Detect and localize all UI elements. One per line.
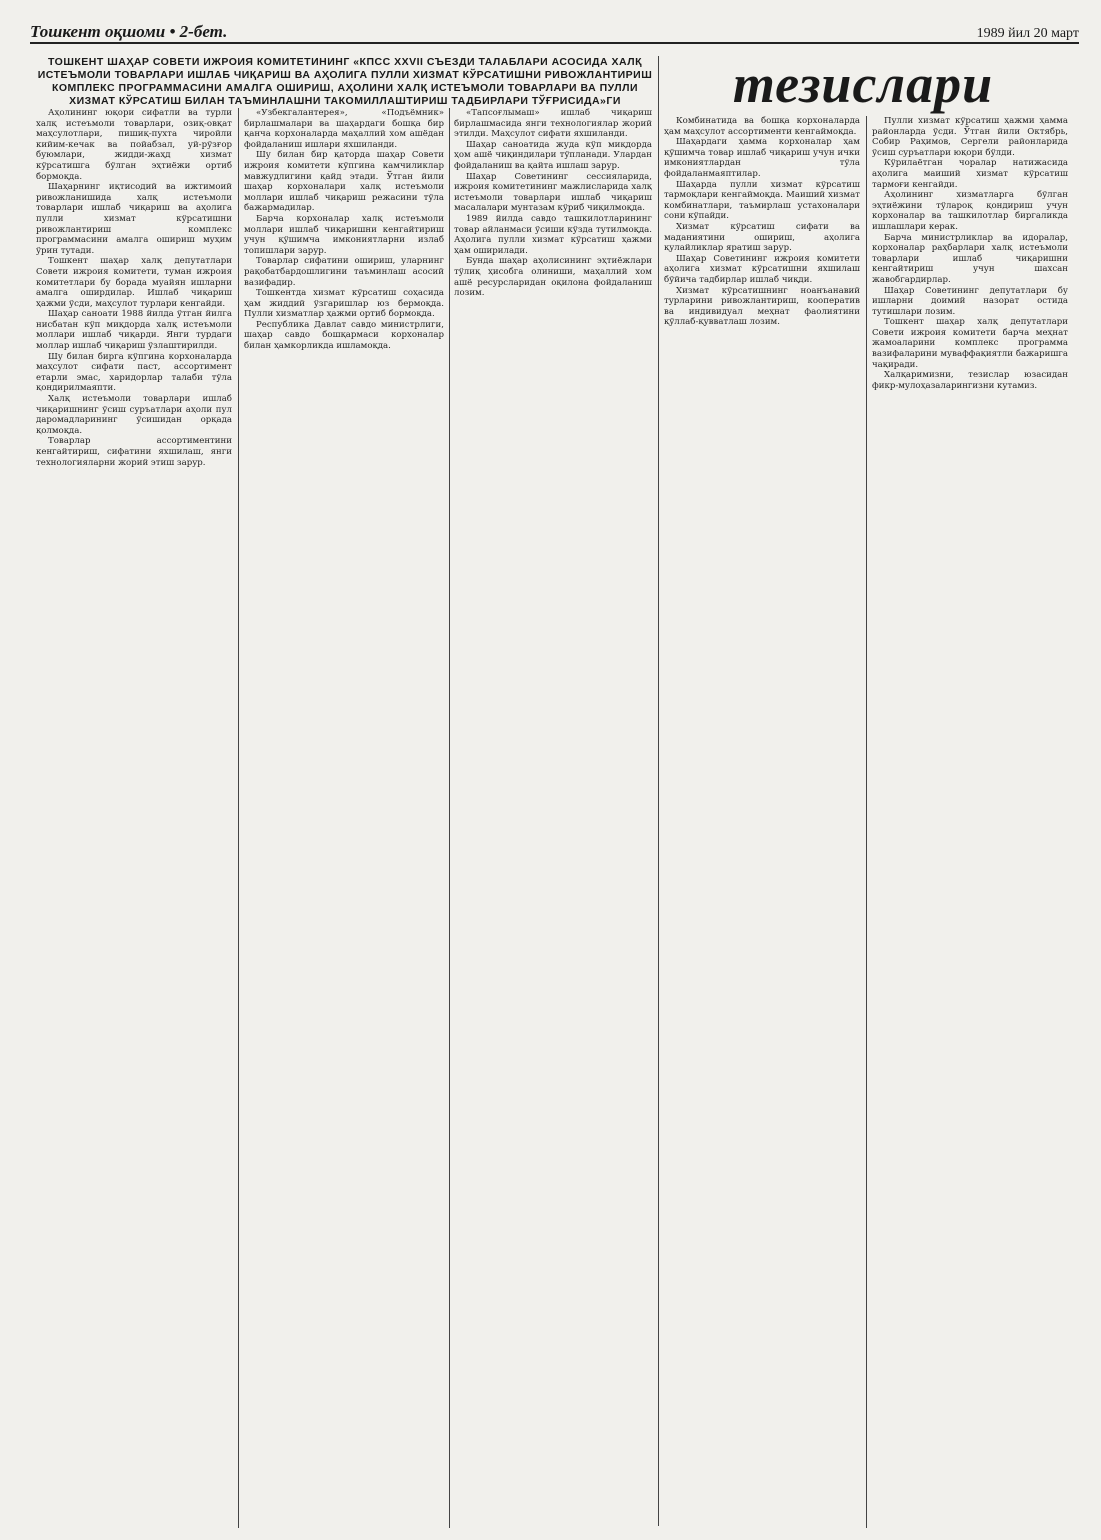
paragraph: «Узбекгалантерея», «Подъёмник» бирлашмалари ва шаҳардаги бошқа бир қанча корхоналарда маҳаллий хом ашёдан фойдаланиш ишлари яхшиланди. xyxy=(244,108,444,150)
text-column-5 xyxy=(872,116,1068,1528)
paragraph: Аҳолининг хизматларга бўлган эҳтиёжини тўлароқ қондириш учун корхоналар ва ташкилотлар биргаликда ишлашлари керак. xyxy=(872,190,1068,232)
paragraph: Барча корхоналар халқ истеъмоли моллари ишлаб чиқаришни кенгайтириш учун қўшимча имкониятларни излаб топишлари зарур. xyxy=(244,213,444,256)
paragraph: Шаҳар Советининг сессияларида, ижроия комитетининг мажлисларида халқ истеъмоли товарлари ишлаб чиқариш масалалари мунтазам кўриб чиқилмоқда. xyxy=(454,171,652,214)
article-title-word: тезислари xyxy=(732,54,994,114)
paragraph: Шаҳар саноатида жуда кўп миқдорда ҳом ашё чиқиндилари тўпланади. Улардан фойдаланиш ва қайта ишлаш зарур. xyxy=(454,139,652,171)
paragraph: Пулли хизмат кўрсатиш ҳажми ҳамма районларда ўсди. Ўтган йили Октябрь, Собир Раҳимов, Сергели районларида ўсиш суръатлари юқори бўлди. xyxy=(872,116,1068,158)
paragraph: Шу билан бирга кўпгина корхоналарда маҳсулот сифати паст, ассортимент етарли эмас, харидорлар талаби тўла қондирилмаяпти. xyxy=(36,351,232,394)
paragraph: Товарлар сифатини ошириш, уларнинг рақобатбардошлигини таъминлаш асосий вазифадир. xyxy=(244,256,444,288)
paragraph: Шаҳар Советининг депутатлари бу ишларни доимий назорат остида тутишлари лозим. xyxy=(872,285,1068,317)
paragraph: Шаҳардаги ҳамма корхоналар ҳам қўшимча товар ишлаб чиқариш учун ички имкониятлардан тўла фойдаланмаяптилар. xyxy=(664,137,860,179)
newspaper-name: Тошкент оқшоми • 2-бет. xyxy=(30,22,228,41)
paragraph: Халқаримизни, тезислар юзасидан фикр-мулоҳазаларингизни кутамиз. xyxy=(872,370,1068,391)
paragraph: Бунда шаҳар аҳолисининг эҳтиёжлари тўлиқ ҳисобга олиниши, маҳаллий хом ашё ресурсларидан оқилона фойдаланиш лозим. xyxy=(454,256,652,299)
paragraph: Тошкент шаҳар халқ депутатлари Совети ижроия комитети барча меҳнат жамоаларини комплекс программа вазифаларини муваффақиятли бажаришга чақиради. xyxy=(872,317,1068,370)
paragraph: Шаҳарда пулли хизмат кўрсатиш тармоқлари кенгаймоқда. Маиший хизмат комбинатлари, таъмирлаш устахоналари сони кўпайди. xyxy=(664,179,860,222)
paragraph: Республика Давлат савдо министрлиги, шаҳар савдо бошқармаси корхоналар билан ҳамкорликда ишламоқда. xyxy=(244,319,444,352)
paragraph: Товарлар ассортиментини кенгайтириш, сифатини яхшилаш, янги технологияларни жорий этиш зарур. xyxy=(36,436,232,468)
paragraph: Шу билан бир қаторда шаҳар Совети ижроия комитети кўпгина камчиликлар мавжудлигини қайд этади. Ўтган йили шаҳар корхоналари халқ истеъмоли моллари ишлаб чиқариш режасини тўла бажармадилар. xyxy=(244,150,444,214)
paragraph: Хизмат кўрсатишнинг ноанъанавий турларини ривожлантириш, кооператив ва индивидуал меҳнат фаолиятини қўллаб-қувватлаш лозим. xyxy=(664,285,860,328)
paragraph: Хизмат кўрсатиш сифати ва маданиятини ошириш, аҳолига қулайликлар яратиш зарур. xyxy=(664,221,860,254)
text-column-4 xyxy=(664,116,860,1528)
text-column-3 xyxy=(454,108,652,1528)
paragraph: Шаҳар саноати 1988 йилда ўтган йилга нисбатан кўп миқдорда халқ истеъмоли моллари ишлаб чиқарди. Янги турдаги моллар ишлаб чиқариш ўзлаштирилди. xyxy=(36,309,232,352)
column-rule xyxy=(658,56,659,1526)
paragraph: Комбинатида ва бошқа корхоналарда ҳам маҳсулот ассортименти кенгаймоқда. xyxy=(664,116,860,137)
text-column-2 xyxy=(244,108,444,1528)
issue-date: 1989 йил 20 март xyxy=(976,26,1079,41)
paragraph: Шаҳар Советининг ижроия комитети аҳолига хизмат кўрсатишни яхшилаш бўйича тадбирлар ишлаб чиқди. xyxy=(664,253,860,285)
text-column-1 xyxy=(36,108,232,1528)
paragraph: «Тапсоғлымаш» ишлаб чиқариш бирлашмасида янги технологиялар жорий этилди. Маҳсулот сифати яхшиланди. xyxy=(454,108,652,140)
article-headline: ТОШКЕНТ ШАҲАР СОВЕТИ ИЖРОИЯ КОМИТЕТИНИНГ «КПСС XXVII СЪЕЗДИ ТАЛАБЛАРИ АСОСИДА ХАЛҚ ИСТЕЪМОЛИ ТОВАРЛАРИ ИШЛАБ ЧИҚАРИШ ВА АҲОЛИГА ПУЛЛИ ХИЗМАТ КЎРСАТИШНИ РИВОЖЛАНТИРИШ КОМПЛЕКС ПРОГРАММАСИНИ АМАЛГА ОШИРИШ, АҲОЛИНИ ХАЛҚ ИСТЕЪМОЛИ ТОВАРЛАРИ ВА ПУЛЛИ ХИЗМАТ КЎРСАТИШ БИЛАН ТАЪМИНЛАШНИ ТАКОМИЛЛАШТИРИШ ТАДБИРЛАРИ ТЎҒРИСИДА»ГИ xyxy=(37,56,653,107)
column-rule xyxy=(449,108,450,1528)
running-head xyxy=(30,12,1079,44)
column-rule xyxy=(238,108,239,1528)
paragraph: Тошкентда хизмат кўрсатиш соҳасида ҳам жиддий ўзгаришлар юз бермоқда. Пулли хизматлар ҳажми ортиб бормоқда. xyxy=(244,288,444,320)
paragraph: Барча министрликлар ва идоралар, корхоналар раҳбарлари халқ истеъмоли товарлари ишлаб чиқаришни кенгайтириш учун шахсан жавобгардирлар. xyxy=(872,232,1068,285)
paragraph: Халқ истеъмоли товарлари ишлаб чиқаришнинг ўсиш суръатлари аҳоли пул даромадларининг ўсишидан орқада қолмоқда. xyxy=(36,394,232,436)
paragraph: Аҳолининг юқори сифатли ва турли халқ истеъмоли товарлари, озиқ-овқат маҳсулотлари, пишиқ-пухта чиройли кийим-кечак ва пойабзал, уй-рўзғор буюмлари, жидди-жаҳд хизмат кўрсатишга бўлган эҳтиёжи ортиб бормоқда. xyxy=(36,108,232,182)
column-rule xyxy=(866,116,867,1528)
paragraph: Тошкент шаҳар халқ депутатлари Совети ижроия комитети, туман ижроия комитетлари бу борада муайян ишларни амалга оширдилар. Ишлаб чиқариш ҳажми ўсди, маҳсулот турлари кенгайди. xyxy=(36,256,232,309)
paragraph: Кўрилаётган чоралар натижасида аҳолига маиший хизмат кўрсатиш тармоғи кенгайди. xyxy=(872,158,1068,190)
paragraph: 1989 йилда савдо ташкилотларининг товар айланмаси ўсиши кўзда тутилмоқда. Аҳолига пулли хизмат кўрсатиш ҳажми ҳам оширилади. xyxy=(454,213,652,256)
paragraph: Шаҳарнинг иқтисодий ва ижтимоий ривожланишида халқ истеъмоли товарлари ишлаб чиқариш ва аҳолига пулли хизмат кўрсатишни ривожлантириш комплекс программасини амалга ошириш муҳим ўрин тутади. xyxy=(36,182,232,256)
